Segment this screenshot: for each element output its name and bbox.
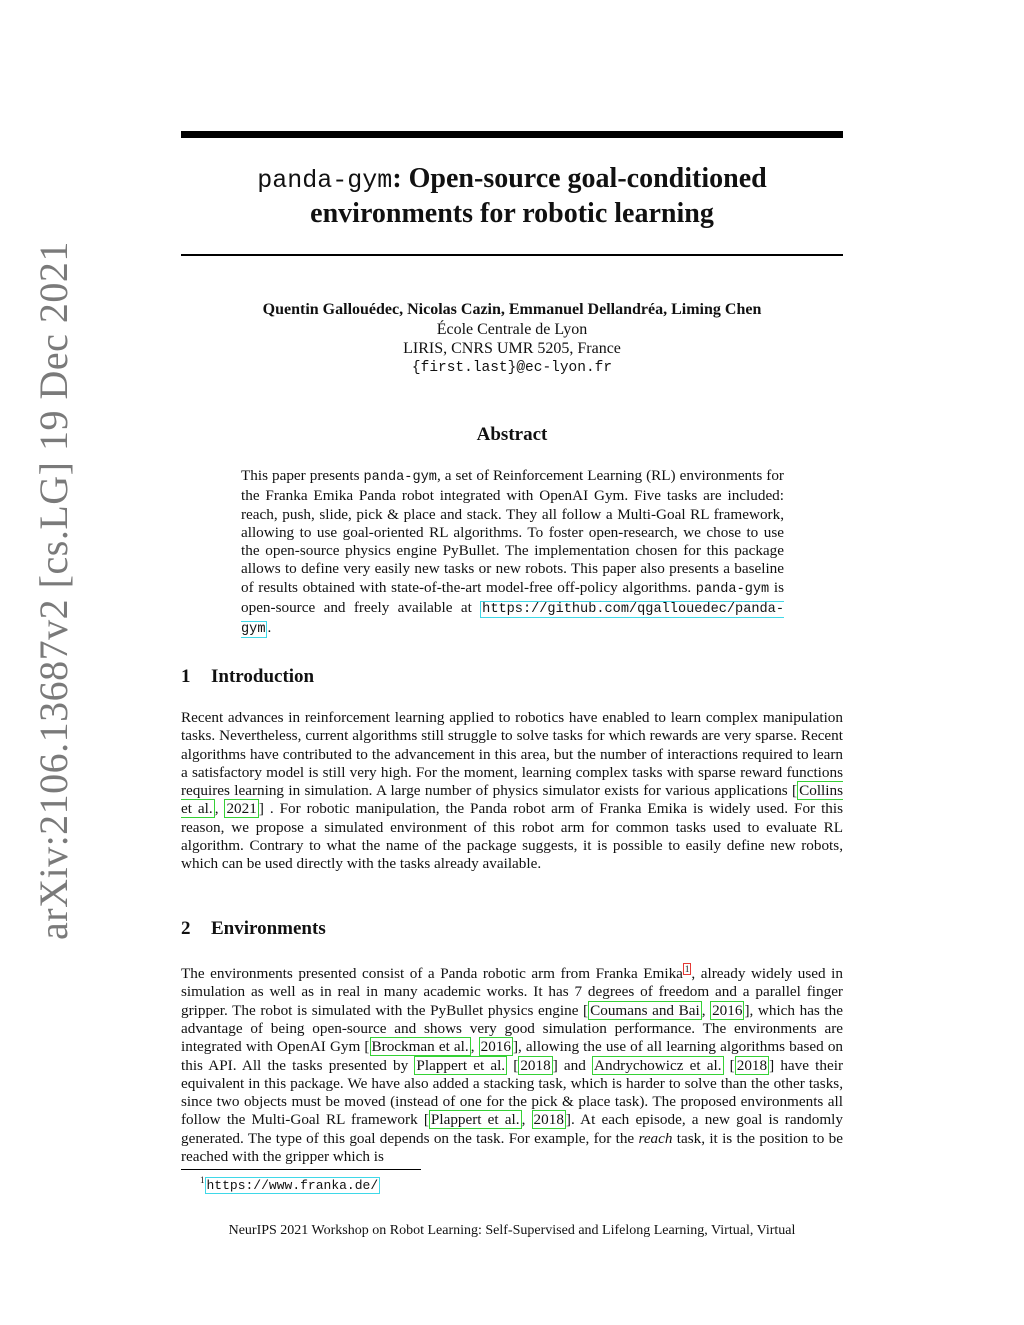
citation-link[interactable]: Plappert et al. [430,1111,520,1129]
title-line1: : Open-source goal-conditioned [392,163,767,194]
venue-footer: NeurIPS 2021 Workshop on Robot Learning: Self-Supervised and Lifelong Learning, Virtual, Virtual [228,1223,796,1238]
section-title: Environments [211,918,326,939]
text-run: Recent advances in reinforcement learning applied to robotics have enabled to learn complex manipulation tasks. Nevertheless, current algorithms still struggle to solve tasks for which rewards are very sparse. Recent algorithms have contributed to the advancement in this area, but the number of interactions required to learn a satisfactory model is still very high. For the moment, learning complex tasks with sparse reward functions requires learning in simulation. A large number of physics simulator exists for various applications [ [181,709,843,800]
environments-paragraph [181,960,843,1166]
arxiv-identifier: arXiv:2106.13687v2 [cs.LG] 19 Dec 2021 [31,241,76,940]
text-run: task, it is the position to be reached with the gripper which is [181,1129,843,1166]
text-run: The environments presented consist of a Panda robotic arm from Franka Emika [181,965,683,983]
citation-link[interactable]: 2018 [520,1056,551,1074]
paper-title [181,162,843,230]
author-email: {first.last}@ec-lyon.fr [411,359,613,376]
abstract-part: This paper presents [241,467,364,484]
abstract-part: . [267,619,272,637]
section-heading-introduction [181,666,314,688]
footnote-marker[interactable]: 1 [684,964,690,974]
text-run: , [214,800,225,818]
affiliation-lab: LIRIS, CNRS UMR 5205, France [403,340,621,357]
text-run: ] and [552,1056,593,1074]
text-run: [ [507,1056,519,1074]
author-block [181,300,843,378]
citation-link[interactable]: 2021 [226,800,257,818]
citation-link[interactable]: Coumans and Bai [590,1001,700,1019]
title-top-rule [181,131,843,138]
text-run: ], allowing the use of all learning algorithms based on this API. All the tasks presented by [181,1038,844,1074]
franka-link[interactable]: https://www.franka.de/ [206,1177,379,1193]
abstract-text [241,467,784,640]
footnote-number: 1 [200,1175,205,1185]
abstract-code: panda-gym [695,581,770,597]
section-number: 2 [181,918,191,939]
text-run: , [521,1111,532,1129]
text-run: ] have their equivalent in this package. We have also added a stacking task, which is harder to solve than the other tasks, since two objects must be moved (instead of one for the pick & place task). The proposed environments all follow the Multi-Goal RL framework [ [181,1056,844,1129]
abstract-code: panda-gym [363,470,437,485]
footnote [200,1175,380,1193]
text-run: ], which has the advantage of being open-source and shows very good simulation performance. The environments are integrated with OpenAI Gym [ [181,1001,843,1056]
citation-link[interactable]: 2016 [712,1001,743,1019]
title-bottom-rule [181,254,843,256]
citation-link[interactable]: Andrychowicz et al. [594,1056,722,1074]
citation-link[interactable]: Plappert et al. [416,1056,506,1074]
abstract-part: , a set of Reinforcement Learning (RL) environments for the Franka Emika Panda robot integrated with OpenAI Gym. Five tasks are included: reach, push, slide, pick & place and stack. They all follow a Multi-Goal RL framework, allowing to use goal-oriented RL algorithms. To foster open-research, we chose to use the open-source physics engine PyBullet. The implementation chosen for this package allows to define very easily new tasks or new robots. This paper also presents a baseline of results obtained with state-of-the-art model-free off-policy algorithms. [241,467,784,596]
citation-link[interactable]: 2016 [480,1038,511,1056]
footnote-rule [181,1169,421,1170]
citation-link[interactable]: Collins et al. [181,782,843,818]
abstract-part: is open-source and freely available at [241,578,784,617]
citation-link[interactable]: 2018 [736,1056,768,1074]
introduction-paragraph [181,709,843,874]
section-heading-environments [181,918,326,940]
author-names: Quentin Gallouédec, Nicolas Cazin, Emmanuel Dellandréa, Liming Chen [262,301,762,318]
section-title: Introduction [211,666,315,687]
text-run: ]. At each episode, a new goal is randomly generated. The type of this goal depends on the task. For example, for the [181,1111,843,1147]
emphasis-reach: reach [638,1129,673,1147]
github-link[interactable]: https://github.com/qgallouedec/panda-gym [241,602,784,638]
title-line2: environments for robotic learning [310,198,714,229]
text-run: ] . For robotic manipulation, the Panda robot arm of Franka Emika is widely used. For this reason, we propose a simulated environment of this robot arm for common tasks used to evaluate RL algorithm. Contrary to what the name of the package suggests, it is possible to easily define new robots, which can be used directly with the tasks already available. [181,800,844,873]
title-code: panda-gym [257,166,393,195]
citation-link[interactable]: Brockman et al. [371,1038,469,1056]
citation-link[interactable]: 2018 [533,1111,564,1129]
text-run: , already widely used in simulation as well as in real in many academic works. It has 7 degrees of freedom and a parallel finger gripper. The robot is simulated with the PyBullet physics engine [ [181,965,843,1019]
text-run: , [701,1001,711,1019]
text-run: , [470,1038,479,1056]
abstract-heading: Abstract [476,424,548,445]
text-run: [ [723,1056,735,1074]
section-number: 1 [181,666,191,687]
affiliation-school: École Centrale de Lyon [436,320,588,338]
